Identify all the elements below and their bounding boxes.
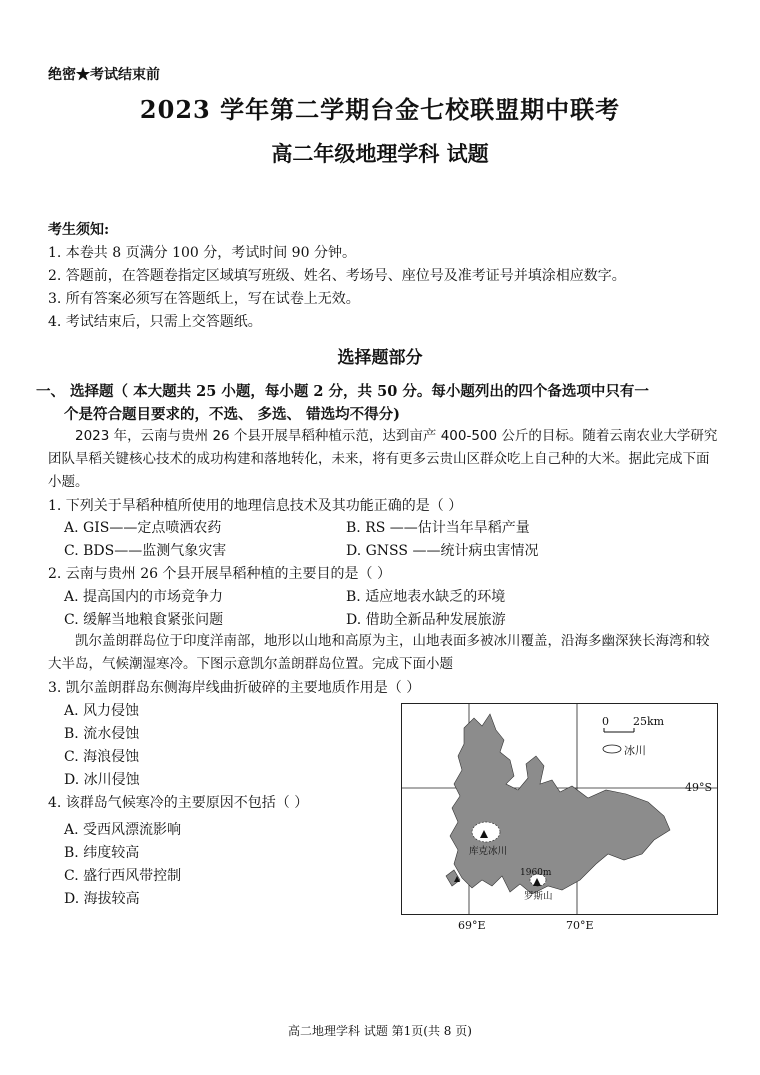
part1-instructions-line1: 一、 选择题（ 本大题共 25 小题，每小题 2 分，共 50 分。每小题列出的四个备选项中只有一 [36, 383, 649, 400]
q1-option-a: A. GIS——定点喷洒农药 [64, 520, 222, 536]
ross-peak-label: 罗斯山 [524, 891, 553, 902]
notice-item-4: 4. 考试结束后，只需上交答题纸。 [48, 314, 262, 330]
exam-subtitle: 高二年级地理学科 试题 [271, 141, 489, 166]
q1-option-b: B. RS ——估计当年旱稻产量 [346, 520, 530, 536]
q2-option-d: D. 借助全新品种发展旅游 [346, 612, 506, 628]
notice-item-1: 1. 本卷共 8 页满分 100 分，考试时间 90 分钟。 [48, 245, 356, 261]
longitude-label-69: 69°E [458, 919, 486, 932]
q2-option-a: A. 提高国内的市场竞争力 [64, 589, 224, 605]
section-title: 选择题部分 [337, 348, 423, 368]
notice-item-3: 3. 所有答案必须写在答题纸上，写在试卷上无效。 [48, 291, 360, 307]
cook-glacier-label: 库克冰川 [469, 846, 508, 857]
notice-item-2: 2. 答题前，在答题卷指定区域填写班级、姓名、考场号、座位号及准考证号并填涂相应数字。 [48, 268, 626, 284]
scale-km-label: 25km [633, 715, 665, 728]
passage-1: 2023 年，云南与贵州 26 个县开展旱稻种植示范，达到亩产 400-500 公斤的目标。随着云南农业大学研究团队旱稻关键核心技术的成功构建和落地转化，未来，将有更多云贵山区群众吃上自己种的大米。据此完成下面小题。 [48, 428, 718, 490]
q3-option-c: C. 海浪侵蚀 [64, 749, 140, 765]
q2-stem: 2. 云南与贵州 26 个县开展旱稻种植的主要目的是（ ） [48, 566, 391, 582]
q2-option-b: B. 适应地表水缺乏的环境 [346, 589, 506, 605]
q4-stem: 4. 该群岛气候寒冷的主要原因不包括（ ） [48, 795, 309, 811]
cook-glacier-patch [472, 822, 500, 842]
island-shape [450, 714, 670, 894]
latitude-label: 49°S [685, 781, 713, 794]
q3-option-b: B. 流水侵蚀 [64, 726, 140, 742]
notice-heading: 考生须知: [48, 222, 110, 238]
q4-option-c: C. 盛行西风带控制 [64, 868, 182, 884]
q3-option-a: A. 风力侵蚀 [64, 703, 140, 719]
q3-option-d: D. 冰川侵蚀 [64, 772, 140, 788]
longitude-label-70: 70°E [566, 919, 594, 932]
kerguelen-map [401, 703, 718, 915]
exam-title: 2023 学年第二学期台金七校联盟期中联考 [139, 95, 621, 124]
q1-option-d: D. GNSS ——统计病虫害情况 [346, 543, 539, 559]
q1-stem: 1. 下列关于旱稻种植所使用的地理信息技术及其功能正确的是（ ） [48, 498, 463, 514]
q4-option-a: A. 受西风漂流影响 [64, 822, 182, 838]
glacier-legend-icon [603, 745, 621, 753]
peak-elevation-label: 1960m [520, 868, 552, 878]
glacier-legend-label: 冰川 [624, 744, 646, 757]
confidential-label: 绝密★考试结束前 [48, 67, 160, 83]
part1-instructions-line2: 个是符合题目要求的，不选、 多选、 错选均不得分) [64, 406, 400, 423]
map-drawing [402, 704, 717, 914]
q2-option-c: C. 缓解当地粮食紧张问题 [64, 612, 224, 628]
q3-stem: 3. 凯尔盖朗群岛东侧海岸线曲折破碎的主要地质作用是（ ） [48, 680, 421, 696]
q4-option-d: D. 海拔较高 [64, 891, 140, 907]
q1-option-c: C. BDS——监测气象灾害 [64, 543, 227, 559]
passage-2: 凯尔盖朗群岛位于印度洋南部，地形以山地和高原为主，山地表面多被冰川覆盖，沿海多幽深狭长海湾和较大半岛，气候潮湿寒冷。下图示意凯尔盖朗群岛位置。完成下面小题 [48, 633, 710, 672]
page-footer: 高二地理学科 试题 第1页(共 8 页) [288, 1024, 472, 1038]
q4-option-b: B. 纬度较高 [64, 845, 140, 861]
scale-zero-label: 0 [602, 715, 609, 728]
